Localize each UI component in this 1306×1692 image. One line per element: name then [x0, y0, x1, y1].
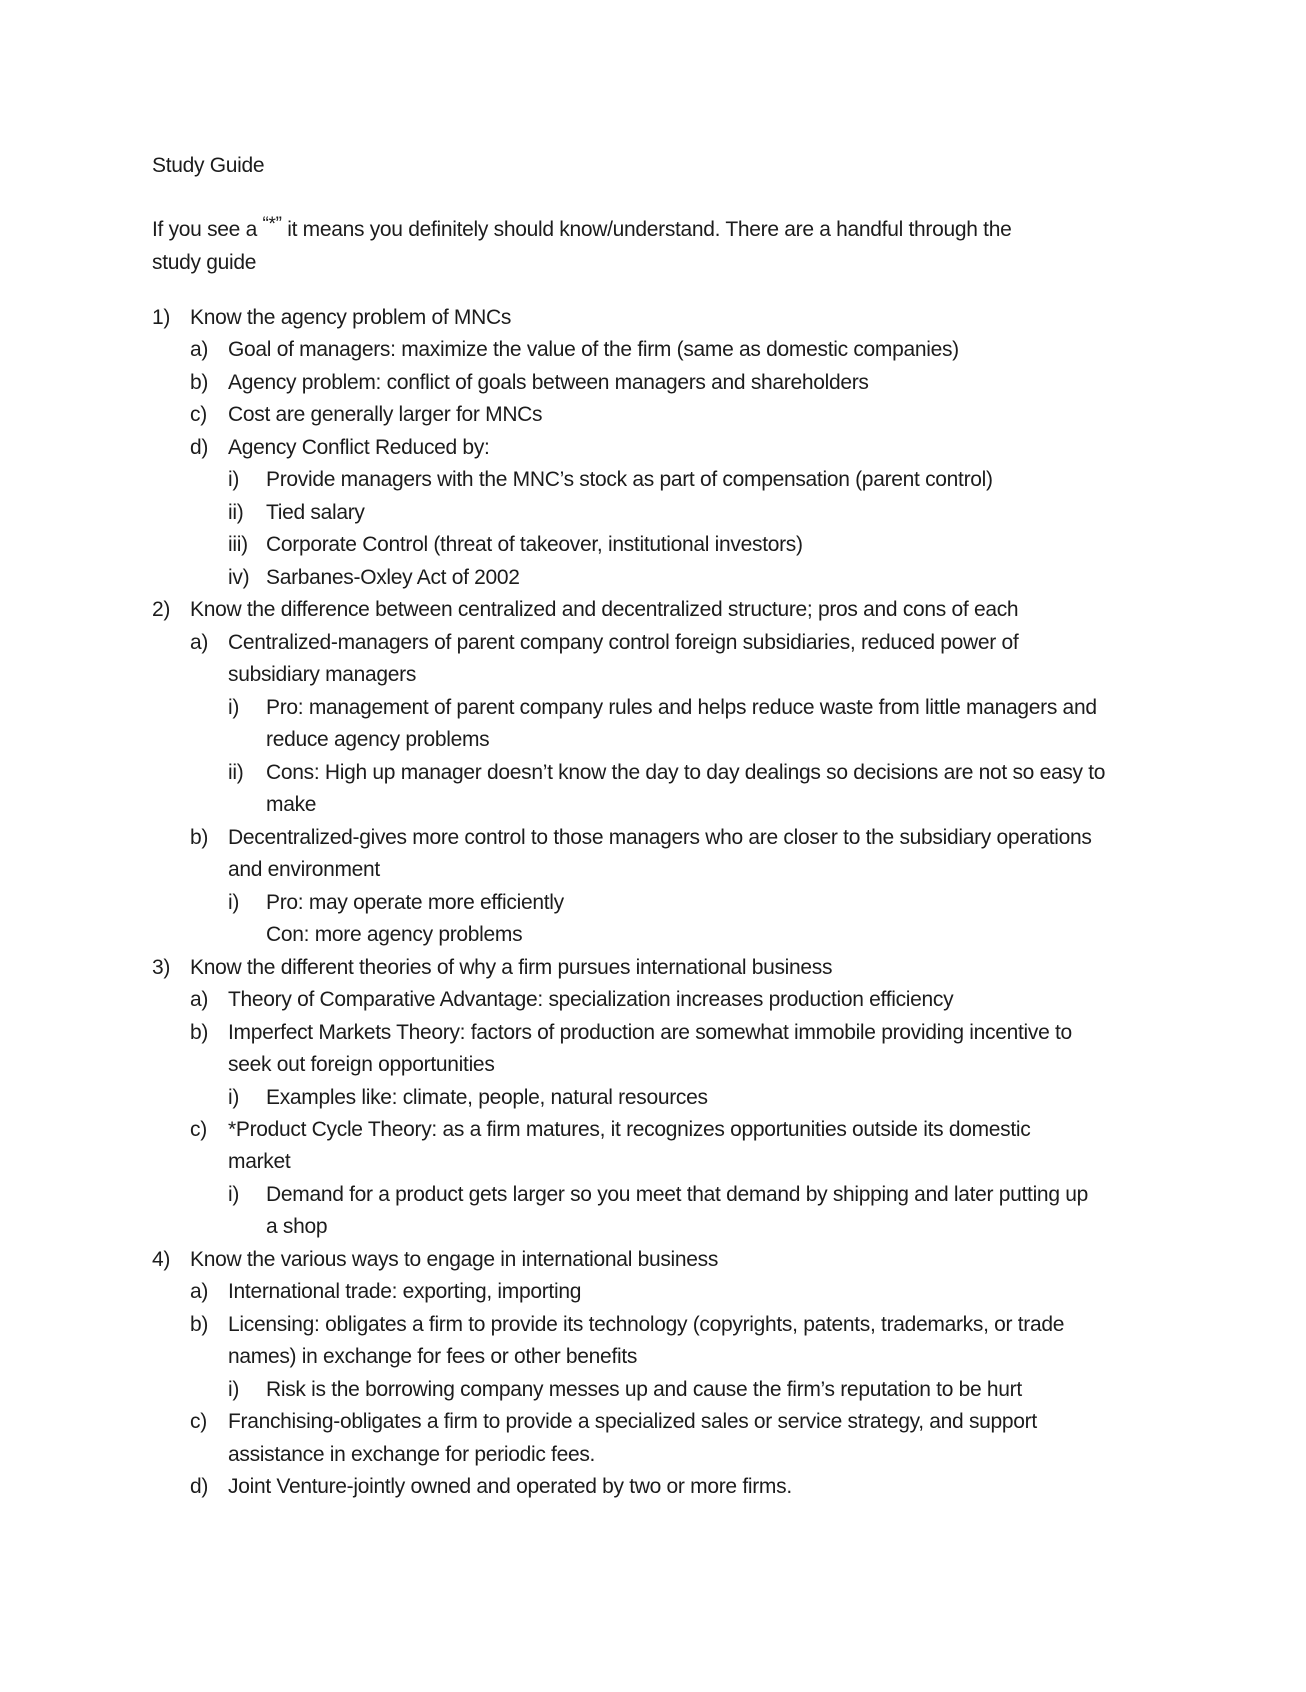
item-3b-text-line2: seek out foreign opportunities: [228, 1053, 495, 1076]
intro-before: If you see a: [152, 218, 257, 241]
item-1d-iii-number: iii): [228, 533, 248, 556]
item-1c-text: Cost are generally larger for MNCs: [228, 403, 543, 426]
item-3b-i-text: Examples like: climate, people, natural resources: [266, 1086, 708, 1109]
item-4b-text-line1: Licensing: obligates a firm to provide its technology (copyrights, patents, trademarks, or trade: [228, 1313, 1065, 1336]
item-2a-number: a): [190, 631, 209, 654]
item-2b-i-text-line2: Con: more agency problems: [266, 923, 523, 946]
section-2-number: 2): [152, 598, 171, 621]
item-2a-i-text-line1: Pro: management of parent company rules and helps reduce waste from little managers and: [266, 696, 1097, 719]
item-2a-ii-number: ii): [228, 761, 244, 784]
item-2a-ii-text-line2: make: [266, 793, 317, 816]
item-4c-text-line2: assistance in exchange for periodic fees.: [228, 1443, 596, 1466]
item-4b-number: b): [190, 1313, 209, 1336]
item-2a-text-line2: subsidiary managers: [228, 663, 417, 686]
item-2b-number: b): [190, 826, 209, 849]
item-4c-text-line1: Franchising-obligates a firm to provide a specialized sales or service strategy, and support: [228, 1410, 1037, 1433]
item-1d-ii-number: ii): [228, 501, 244, 524]
item-1a-text: Goal of managers: maximize the value of the firm (same as domestic companies): [228, 338, 959, 361]
item-3c-text-line1: *Product Cycle Theory: as a firm matures, it recognizes opportunities outside its domestic: [228, 1118, 1031, 1141]
item-2b-i-number: i): [228, 891, 240, 914]
item-3a-number: a): [190, 988, 209, 1011]
item-1d-number: d): [190, 436, 209, 459]
section-3-number: 3): [152, 956, 171, 979]
item-3c-text-line2: market: [228, 1150, 291, 1173]
item-1d-i-number: i): [228, 468, 240, 491]
section-2-heading: Know the difference between centralized and decentralized structure; pros and cons of each: [190, 598, 1019, 621]
item-2b-i-text-line1: Pro: may operate more efficiently: [266, 891, 564, 914]
intro-after: it means you definitely should know/understand. There are a handful through the: [287, 218, 1012, 241]
item-2a-text-line1: Centralized-managers of parent company control foreign subsidiaries, reduced power of: [228, 631, 1019, 654]
section-4-number: 4): [152, 1248, 171, 1271]
item-1a-number: a): [190, 338, 209, 361]
item-3b-number: b): [190, 1021, 209, 1044]
item-1d-i-text: Provide managers with the MNC’s stock as part of compensation (parent control): [266, 468, 993, 491]
item-4b-i-number: i): [228, 1378, 240, 1401]
item-3a-text: Theory of Comparative Advantage: specialization increases production efficiency: [228, 988, 954, 1011]
item-1d-ii-text: Tied salary: [266, 501, 365, 524]
item-1c-number: c): [190, 403, 207, 426]
item-3c-number: c): [190, 1118, 207, 1141]
item-1b-text: Agency problem: conflict of goals between managers and shareholders: [228, 371, 869, 394]
item-2a-i-text-line2: reduce agency problems: [266, 728, 490, 751]
item-4d-text: Joint Venture-jointly owned and operated by two or more firms.: [228, 1475, 792, 1498]
item-4b-i-text: Risk is the borrowing company messes up and cause the firm’s reputation to be hurt: [266, 1378, 1022, 1401]
item-4c-number: c): [190, 1410, 207, 1433]
intro-paragraph-line1: [152, 214, 1012, 244]
item-1d-iv-number: iv): [228, 566, 250, 589]
item-2b-text-line1: Decentralized-gives more control to those managers who are closer to the subsidiary operations: [228, 826, 1092, 849]
item-2a-ii-text-line1: Cons: High up manager doesn’t know the day to day dealings so decisions are not so easy to: [266, 761, 1106, 784]
item-3b-i-number: i): [228, 1086, 240, 1109]
section-3-heading: Know the different theories of why a firm pursues international business: [190, 956, 833, 979]
document-title: Study Guide: [152, 154, 265, 177]
item-1d-iv-text: Sarbanes-Oxley Act of 2002: [266, 566, 520, 589]
item-1d-text: Agency Conflict Reduced by:: [228, 436, 490, 459]
item-3b-text-line1: Imperfect Markets Theory: factors of production are somewhat immobile providing incentive to: [228, 1021, 1072, 1044]
section-4-heading: Know the various ways to engage in international business: [190, 1248, 719, 1271]
item-3c-i-text-line2: a shop: [266, 1215, 328, 1238]
item-4b-text-line2: names) in exchange for fees or other benefits: [228, 1345, 638, 1368]
item-4d-number: d): [190, 1475, 209, 1498]
intro-paragraph-line2: study guide: [152, 251, 257, 274]
item-3c-i-text-line1: Demand for a product gets larger so you meet that demand by shipping and later putting up: [266, 1183, 1088, 1206]
item-1b-number: b): [190, 371, 209, 394]
item-2a-i-number: i): [228, 696, 240, 719]
item-4a-text: International trade: exporting, importing: [228, 1280, 582, 1303]
section-1-heading: Know the agency problem of MNCs: [190, 306, 512, 329]
item-1d-iii-text: Corporate Control (threat of takeover, institutional investors): [266, 533, 803, 556]
section-1-number: 1): [152, 306, 171, 329]
item-3c-i-number: i): [228, 1183, 240, 1206]
item-4a-number: a): [190, 1280, 209, 1303]
intro-marker: “*”: [262, 214, 282, 235]
item-2b-text-line2: and environment: [228, 858, 380, 881]
